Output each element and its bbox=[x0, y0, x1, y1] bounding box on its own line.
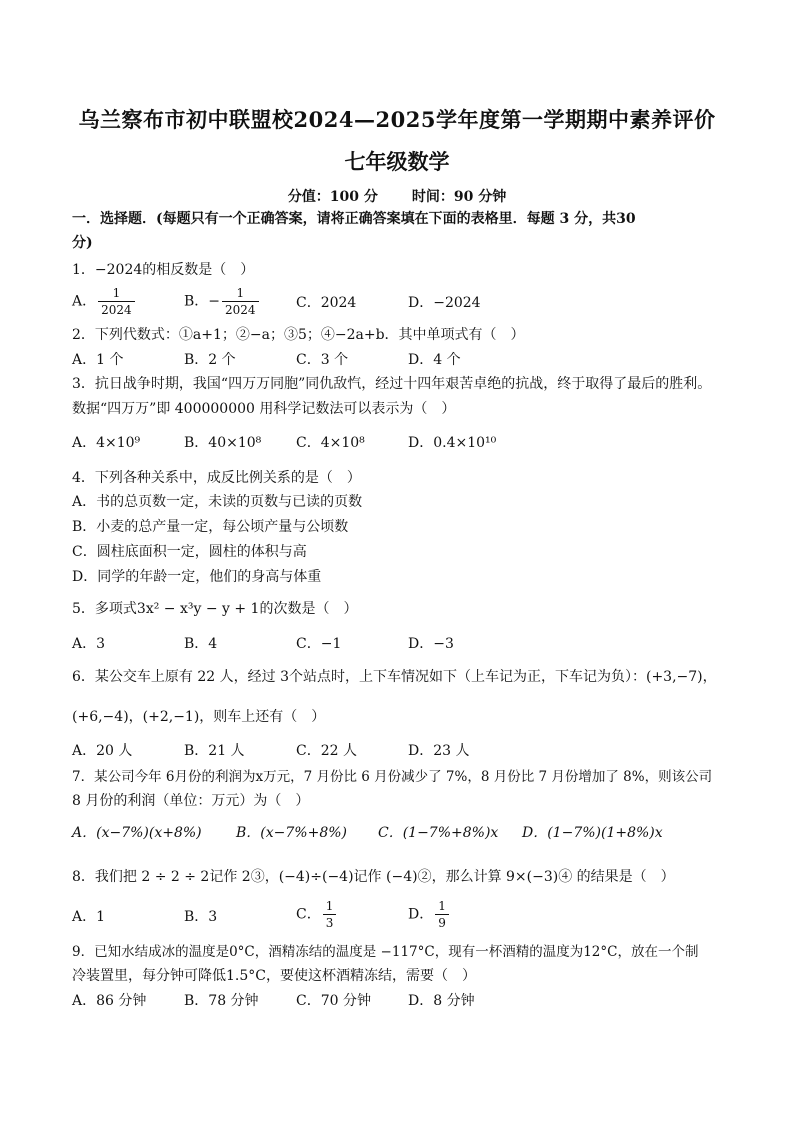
question-7-options bbox=[72, 822, 722, 852]
q1-option-a[interactable] bbox=[72, 285, 137, 318]
question-8-options bbox=[72, 896, 722, 936]
q2-option-d[interactable]: D．4 个 bbox=[408, 352, 461, 368]
time-label: 时间：90 分钟 bbox=[411, 189, 507, 205]
q4-option-a[interactable]: A．书的总页数一定，未读的页数与已读的页数 bbox=[72, 494, 363, 510]
q7-option-c[interactable]: C．(1−7%+8%)x bbox=[378, 825, 499, 841]
q8-option-b[interactable]: B．3 bbox=[184, 909, 218, 925]
q1-b-den: 2024 bbox=[222, 301, 259, 318]
q8-option-d-label: D． bbox=[408, 906, 434, 923]
q7-option-d[interactable]: D．(1−7%)(1+8%)x bbox=[522, 825, 663, 841]
q2-option-b[interactable]: B．2 个 bbox=[184, 352, 236, 368]
q7-option-b[interactable]: B．(x−7%+8%) bbox=[236, 825, 347, 841]
q3-option-c[interactable]: C．4×10⁸ bbox=[296, 435, 365, 451]
exam-subject: 七年级数学 bbox=[344, 149, 450, 174]
q4-option-c[interactable]: C．圆柱底面积一定，圆柱的体积与高 bbox=[72, 544, 307, 560]
exam-title: 乌兰察布市初中联盟校2024—2025学年度第一学期期中素养评价 bbox=[78, 107, 716, 132]
q1-option-d[interactable]: D．−2024 bbox=[408, 295, 481, 311]
question-3-stem: 3．抗日战争时期，我国“四万万同胞”同仇敌忾，经过十四年艰苦卓绝的抗战，终于取得了最后的胜利。 bbox=[72, 376, 712, 392]
q4-option-b[interactable]: B．小麦的总产量一定，每公顷产量与公顷数 bbox=[72, 519, 349, 535]
question-9-stem: 9．已知水结成冰的温度是0°C，酒精冻结的温度是 −117°C，现有一杯酒精的温度为12°C，放在一个制 bbox=[72, 944, 699, 960]
q2-option-c[interactable]: C．3 个 bbox=[296, 352, 349, 368]
q5-option-a[interactable]: A．3 bbox=[72, 636, 106, 652]
q8-option-c[interactable] bbox=[296, 898, 338, 931]
question-8-stem: 8．我们把 2 ÷ 2 ÷ 2记作 2③，(−4)÷(−4)记作 (−4)②，那么计算 9×(−3)④ 的结果是（ ） bbox=[72, 869, 675, 885]
q7-option-a[interactable]: A．(x−7%)(x+8%) bbox=[72, 825, 202, 841]
q5-option-c[interactable]: C．−1 bbox=[296, 636, 342, 652]
q3-option-b[interactable]: B．40×10⁸ bbox=[184, 435, 262, 451]
q9-option-a[interactable]: A．86 分钟 bbox=[72, 993, 147, 1009]
section-heading-line1: 一．选择题．(每题只有一个正确答案，请将正确答案填在下面的表格里．每题 3 分，共30 bbox=[72, 211, 636, 227]
q4-option-d[interactable]: D．同学的年龄一定，他们的身高与体重 bbox=[72, 569, 322, 585]
q1-a-den: 2024 bbox=[98, 301, 135, 318]
q8-c-num: 1 bbox=[325, 899, 334, 913]
q3-option-a[interactable]: A．4×10⁹ bbox=[72, 435, 141, 451]
question-1-options bbox=[72, 283, 722, 317]
q8-option-d-fraction bbox=[435, 898, 449, 931]
q1-option-a-label: A． bbox=[72, 293, 97, 310]
q1-option-b[interactable] bbox=[184, 285, 261, 318]
q5-option-d[interactable]: D．−3 bbox=[408, 636, 454, 652]
score-label: 分值：100 分 bbox=[287, 189, 378, 205]
q6-option-a[interactable]: A．20 人 bbox=[72, 743, 133, 759]
question-9-stem-cont: 冷装置里，每分钟可降低1.5°C，要使这杯酒精冻结，需要（ ） bbox=[72, 968, 476, 984]
question-2-stem: 2．下列代数式：①a+1；②−a；③5；④−2a+b．其中单项式有（ ） bbox=[72, 327, 525, 343]
q8-option-d[interactable] bbox=[408, 898, 451, 931]
q2-option-a[interactable]: A．1 个 bbox=[72, 352, 124, 368]
question-7-stem: 7．某公司今年 6月份的利润为x万元，7 月份比 6 月份减少了 7%，8 月份比 7 月份增加了 8%，则该公司 bbox=[72, 769, 713, 785]
q8-option-c-label: C． bbox=[296, 906, 321, 923]
section-heading-line2: 分) bbox=[72, 235, 93, 251]
q5-option-b[interactable]: B．4 bbox=[184, 636, 218, 652]
q6-option-c[interactable]: C．22 人 bbox=[296, 743, 357, 759]
q9-option-c[interactable]: C．70 分钟 bbox=[296, 993, 371, 1009]
question-6-stem: 6．某公交车上原有 22 人，经过 3个站点时，上下车情况如下（上车记为正，下车记为负）：(+3,−7)， bbox=[72, 669, 717, 685]
question-5-options bbox=[72, 633, 722, 663]
q8-d-den: 9 bbox=[435, 914, 449, 931]
question-3-stem-cont: 数据“四万万”即 400000000 用科学记数法可以表示为（ ） bbox=[72, 401, 456, 417]
q8-d-num: 1 bbox=[438, 899, 446, 913]
section-heading bbox=[72, 207, 722, 255]
q9-option-d[interactable]: D．8 分钟 bbox=[408, 993, 475, 1009]
q1-b-num: 1 bbox=[236, 286, 245, 300]
q1-option-b-fraction bbox=[222, 285, 259, 318]
q1-option-b-label: B．− bbox=[184, 293, 221, 310]
q8-option-c-fraction bbox=[323, 898, 337, 931]
q1-option-c[interactable]: C．2024 bbox=[296, 295, 357, 311]
q1-a-num: 1 bbox=[112, 286, 121, 300]
question-3-options bbox=[72, 432, 722, 462]
q1-option-a-fraction bbox=[98, 285, 135, 318]
q6-option-b[interactable]: B．21 人 bbox=[184, 743, 245, 759]
q8-c-den: 3 bbox=[323, 914, 337, 931]
question-1-stem: 1．−2024的相反数是（ ） bbox=[72, 262, 255, 278]
q3-option-d[interactable]: D．0.4×10¹⁰ bbox=[408, 435, 497, 451]
exam-meta bbox=[0, 186, 794, 206]
q9-option-b[interactable]: B．78 分钟 bbox=[184, 993, 259, 1009]
q8-option-a[interactable]: A．1 bbox=[72, 909, 106, 925]
question-4-stem: 4．下列各种关系中，成反比例关系的是（ ） bbox=[72, 470, 361, 486]
question-9-options bbox=[72, 990, 722, 1020]
question-5-stem: 5．多项式3x² − x³y − y + 1的次数是（ ） bbox=[72, 601, 358, 617]
question-6-stem-cont: (+6,−4)，(+2,−1)，则车上还有（ ） bbox=[72, 709, 326, 725]
q6-option-d[interactable]: D．23 人 bbox=[408, 743, 470, 759]
question-7-stem-cont: 8 月份的利润（单位：万元）为（ ） bbox=[72, 793, 310, 809]
